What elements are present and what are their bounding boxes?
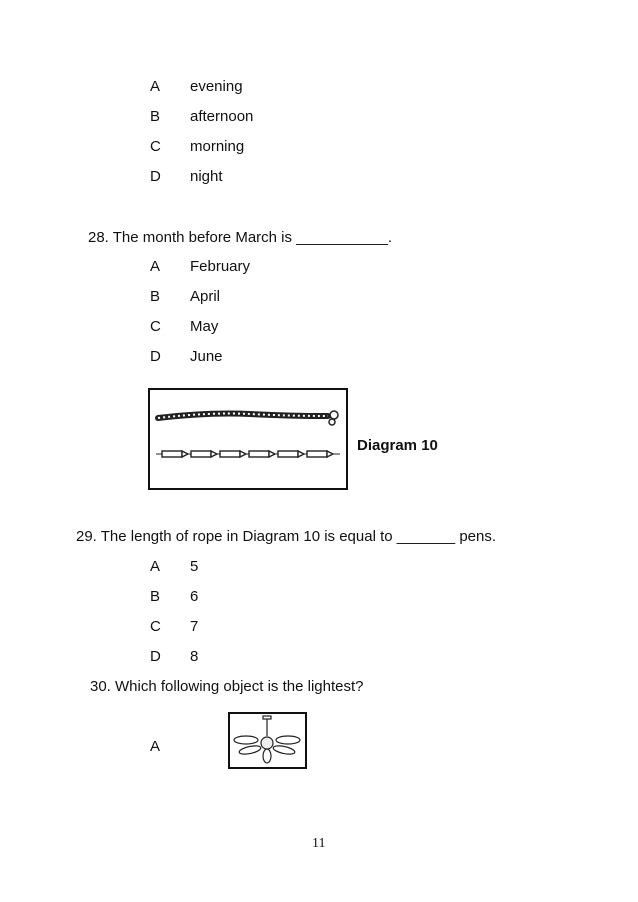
option-letter: B: [150, 588, 161, 605]
option-text: 6: [190, 588, 199, 605]
option-text: evening: [190, 78, 243, 95]
option-text: 5: [190, 558, 199, 575]
option-letter: A: [150, 558, 161, 575]
option-letter: D: [150, 348, 161, 365]
option-letter: C: [150, 138, 161, 155]
option-letter: D: [150, 168, 161, 185]
question-text: 29. The length of rope in Diagram 10 is equal to _______ pens.: [76, 528, 497, 545]
diagram-10-label: Diagram 10: [357, 437, 438, 454]
option-text: 8: [190, 648, 199, 665]
question-text: 30. Which following object is the lightest?: [90, 678, 364, 695]
option-letter: D: [150, 648, 161, 665]
option-letter: B: [150, 108, 161, 125]
ceiling-fan-icon: [230, 714, 305, 767]
option-text: 7: [190, 618, 199, 635]
option-letter: C: [150, 618, 161, 635]
option-text: night: [190, 168, 223, 185]
option-text: February: [190, 258, 251, 275]
option-text: morning: [190, 138, 245, 155]
option-text: May: [190, 318, 219, 335]
pens-row-icon: [156, 451, 340, 457]
option-letter: A: [150, 738, 161, 755]
option-letter: C: [150, 318, 161, 335]
option-letter: A: [150, 258, 161, 275]
diagram-10-box: [148, 388, 348, 490]
page-number: 11: [312, 836, 326, 851]
diagram-10-illustration: [150, 390, 346, 488]
question-text: 28. The month before March is ___________.: [88, 229, 393, 246]
option-text: June: [190, 348, 223, 365]
option-letter: B: [150, 288, 161, 305]
option-a-image-box: [228, 712, 307, 769]
option-text: afternoon: [190, 108, 254, 125]
option-letter: A: [150, 78, 161, 95]
rope-icon: [158, 411, 338, 425]
option-text: April: [190, 288, 221, 305]
